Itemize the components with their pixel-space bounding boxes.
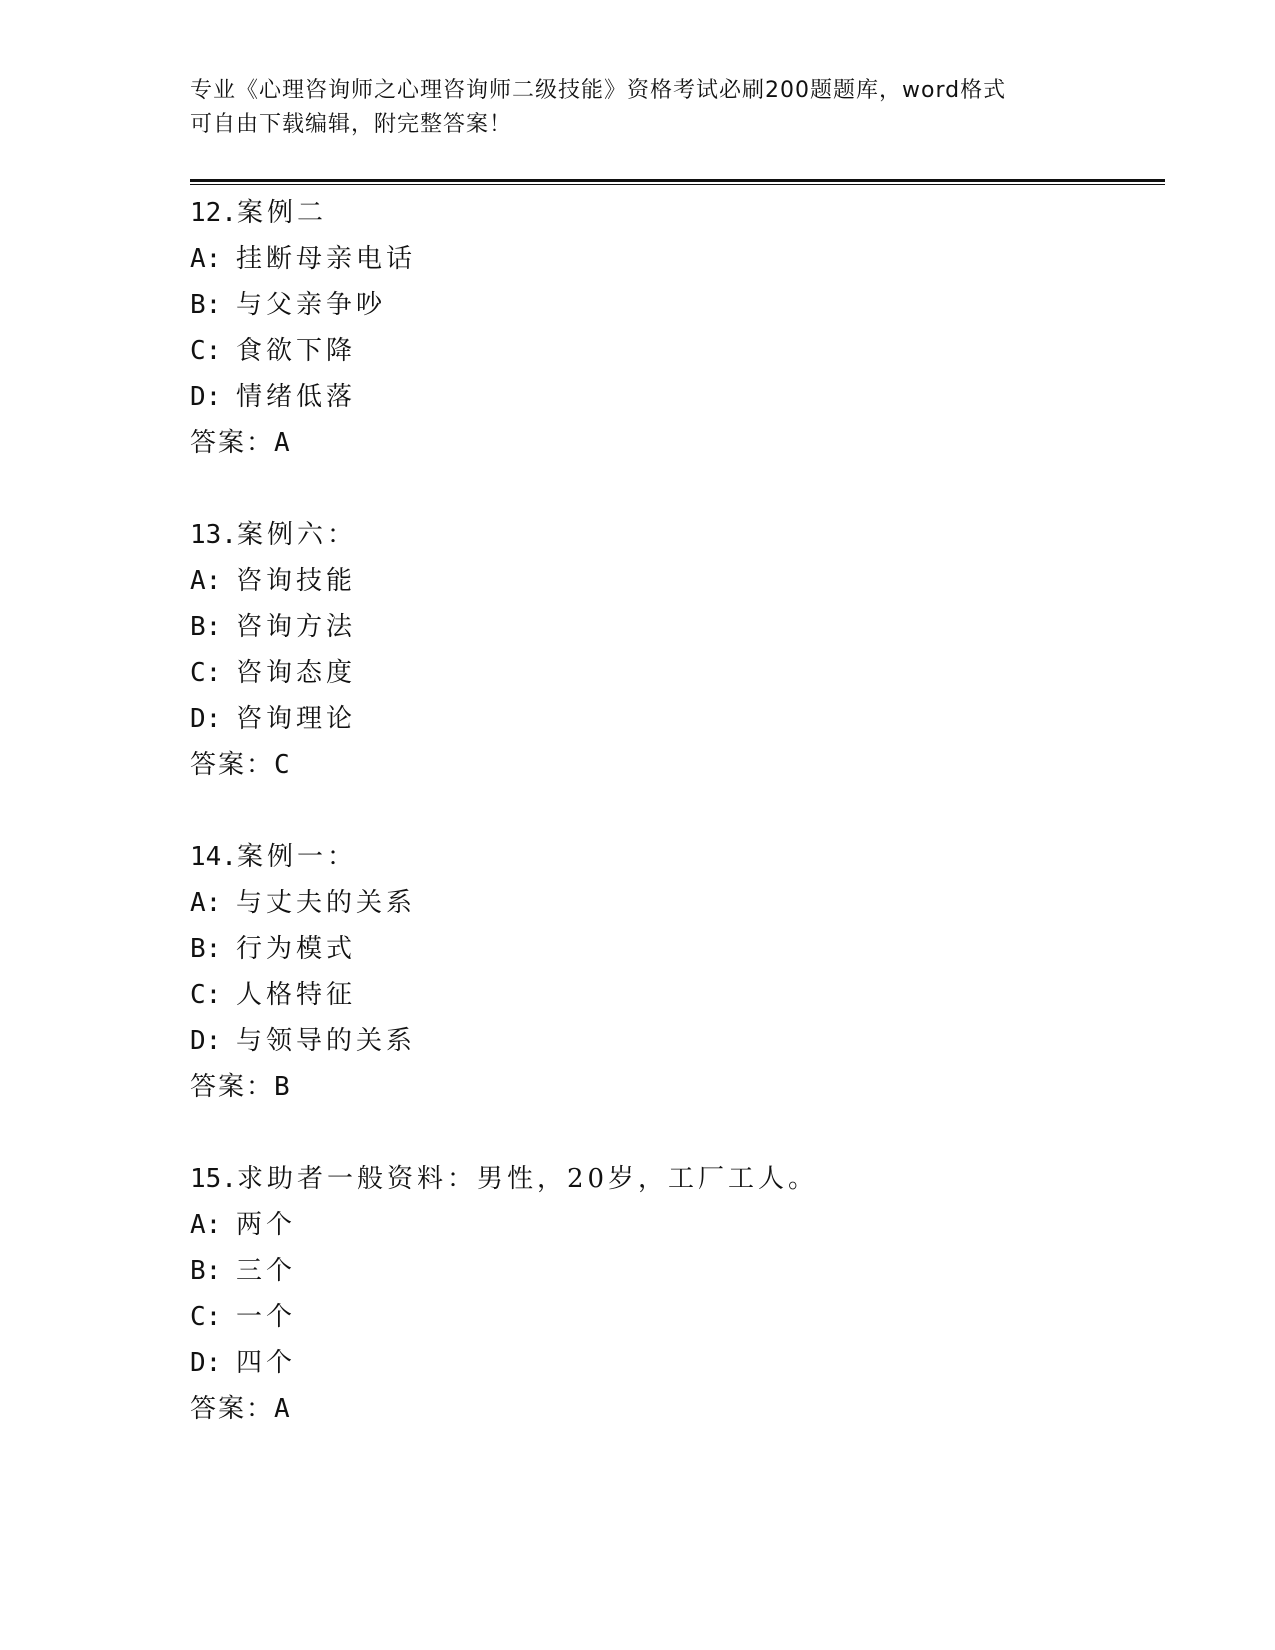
option-text: 一个 <box>236 1302 297 1332</box>
header-divider-thick <box>190 179 1165 182</box>
question-stem <box>190 834 1150 880</box>
option-c <box>190 1294 1150 1340</box>
question-text: 案例二 <box>236 198 327 228</box>
question-text: 案例六： <box>236 520 357 550</box>
option-text: 人格特征 <box>236 980 357 1010</box>
option-letter: C: <box>190 658 222 688</box>
answer-value: A <box>274 1394 290 1424</box>
option-text: 与丈夫的关系 <box>236 888 417 918</box>
option-text: 咨询方法 <box>236 612 357 642</box>
option-d <box>190 374 1150 420</box>
option-text: 食欲下降 <box>236 336 357 366</box>
option-b <box>190 282 1150 328</box>
option-letter: C: <box>190 336 222 366</box>
option-letter: C: <box>190 980 222 1010</box>
option-text: 挂断母亲电话 <box>236 244 417 274</box>
answer-line <box>190 742 1150 788</box>
option-letter: D: <box>190 1348 222 1378</box>
answer-label: 答案： <box>190 1394 275 1424</box>
answer-value: A <box>274 428 290 458</box>
option-c <box>190 650 1150 696</box>
option-c <box>190 328 1150 374</box>
question-text: 案例一： <box>236 842 357 872</box>
option-text: 两个 <box>236 1210 297 1240</box>
question-13 <box>190 512 1150 788</box>
option-d <box>190 696 1150 742</box>
option-text: 咨询态度 <box>236 658 357 688</box>
answer-line <box>190 1386 1150 1432</box>
option-letter: A: <box>190 244 222 274</box>
option-b <box>190 926 1150 972</box>
option-letter: C: <box>190 1302 222 1332</box>
option-text: 行为模式 <box>236 934 357 964</box>
question-stem <box>190 1156 1150 1202</box>
option-d <box>190 1018 1150 1064</box>
question-12 <box>190 190 1150 466</box>
answer-label: 答案： <box>190 750 275 780</box>
question-number: 13. <box>190 520 237 550</box>
question-number: 14. <box>190 842 237 872</box>
option-letter: A: <box>190 566 222 596</box>
question-stem <box>190 512 1150 558</box>
option-text: 情绪低落 <box>236 382 357 412</box>
header-divider-thin <box>190 184 1165 185</box>
answer-label: 答案： <box>190 1072 275 1102</box>
option-letter: B: <box>190 612 222 642</box>
option-letter: B: <box>190 934 222 964</box>
option-letter: D: <box>190 1026 222 1056</box>
option-text: 咨询理论 <box>236 704 357 734</box>
header-line-2: 可自由下载编辑，附完整答案！ <box>190 112 513 137</box>
option-letter: B: <box>190 290 222 320</box>
answer-value: C <box>274 750 290 780</box>
question-text: 求助者一般资料：男性，20岁，工厂工人。 <box>236 1164 819 1194</box>
option-letter: D: <box>190 704 222 734</box>
answer-line <box>190 1064 1150 1110</box>
question-number: 15. <box>190 1164 237 1194</box>
option-b <box>190 1248 1150 1294</box>
answer-line <box>190 420 1150 466</box>
option-text: 三个 <box>236 1256 297 1286</box>
question-15 <box>190 1156 1150 1432</box>
header-line-1: 专业《心理咨询师之心理咨询师二级技能》资格考试必刷200题题库，word格式 <box>190 78 1007 103</box>
question-14 <box>190 834 1150 1110</box>
option-text: 四个 <box>236 1348 297 1378</box>
option-c <box>190 972 1150 1018</box>
option-text: 咨询技能 <box>236 566 357 596</box>
option-letter: D: <box>190 382 222 412</box>
option-text: 与父亲争吵 <box>236 290 387 320</box>
option-a <box>190 236 1150 282</box>
option-text: 与领导的关系 <box>236 1026 417 1056</box>
option-a <box>190 880 1150 926</box>
document-header <box>190 74 1090 142</box>
question-list <box>190 190 1150 1478</box>
answer-label: 答案： <box>190 428 275 458</box>
option-a <box>190 558 1150 604</box>
option-b <box>190 604 1150 650</box>
answer-value: B <box>274 1072 290 1102</box>
question-number: 12. <box>190 198 237 228</box>
option-letter: A: <box>190 888 222 918</box>
option-d <box>190 1340 1150 1386</box>
question-stem <box>190 190 1150 236</box>
option-letter: B: <box>190 1256 222 1286</box>
option-a <box>190 1202 1150 1248</box>
option-letter: A: <box>190 1210 222 1240</box>
